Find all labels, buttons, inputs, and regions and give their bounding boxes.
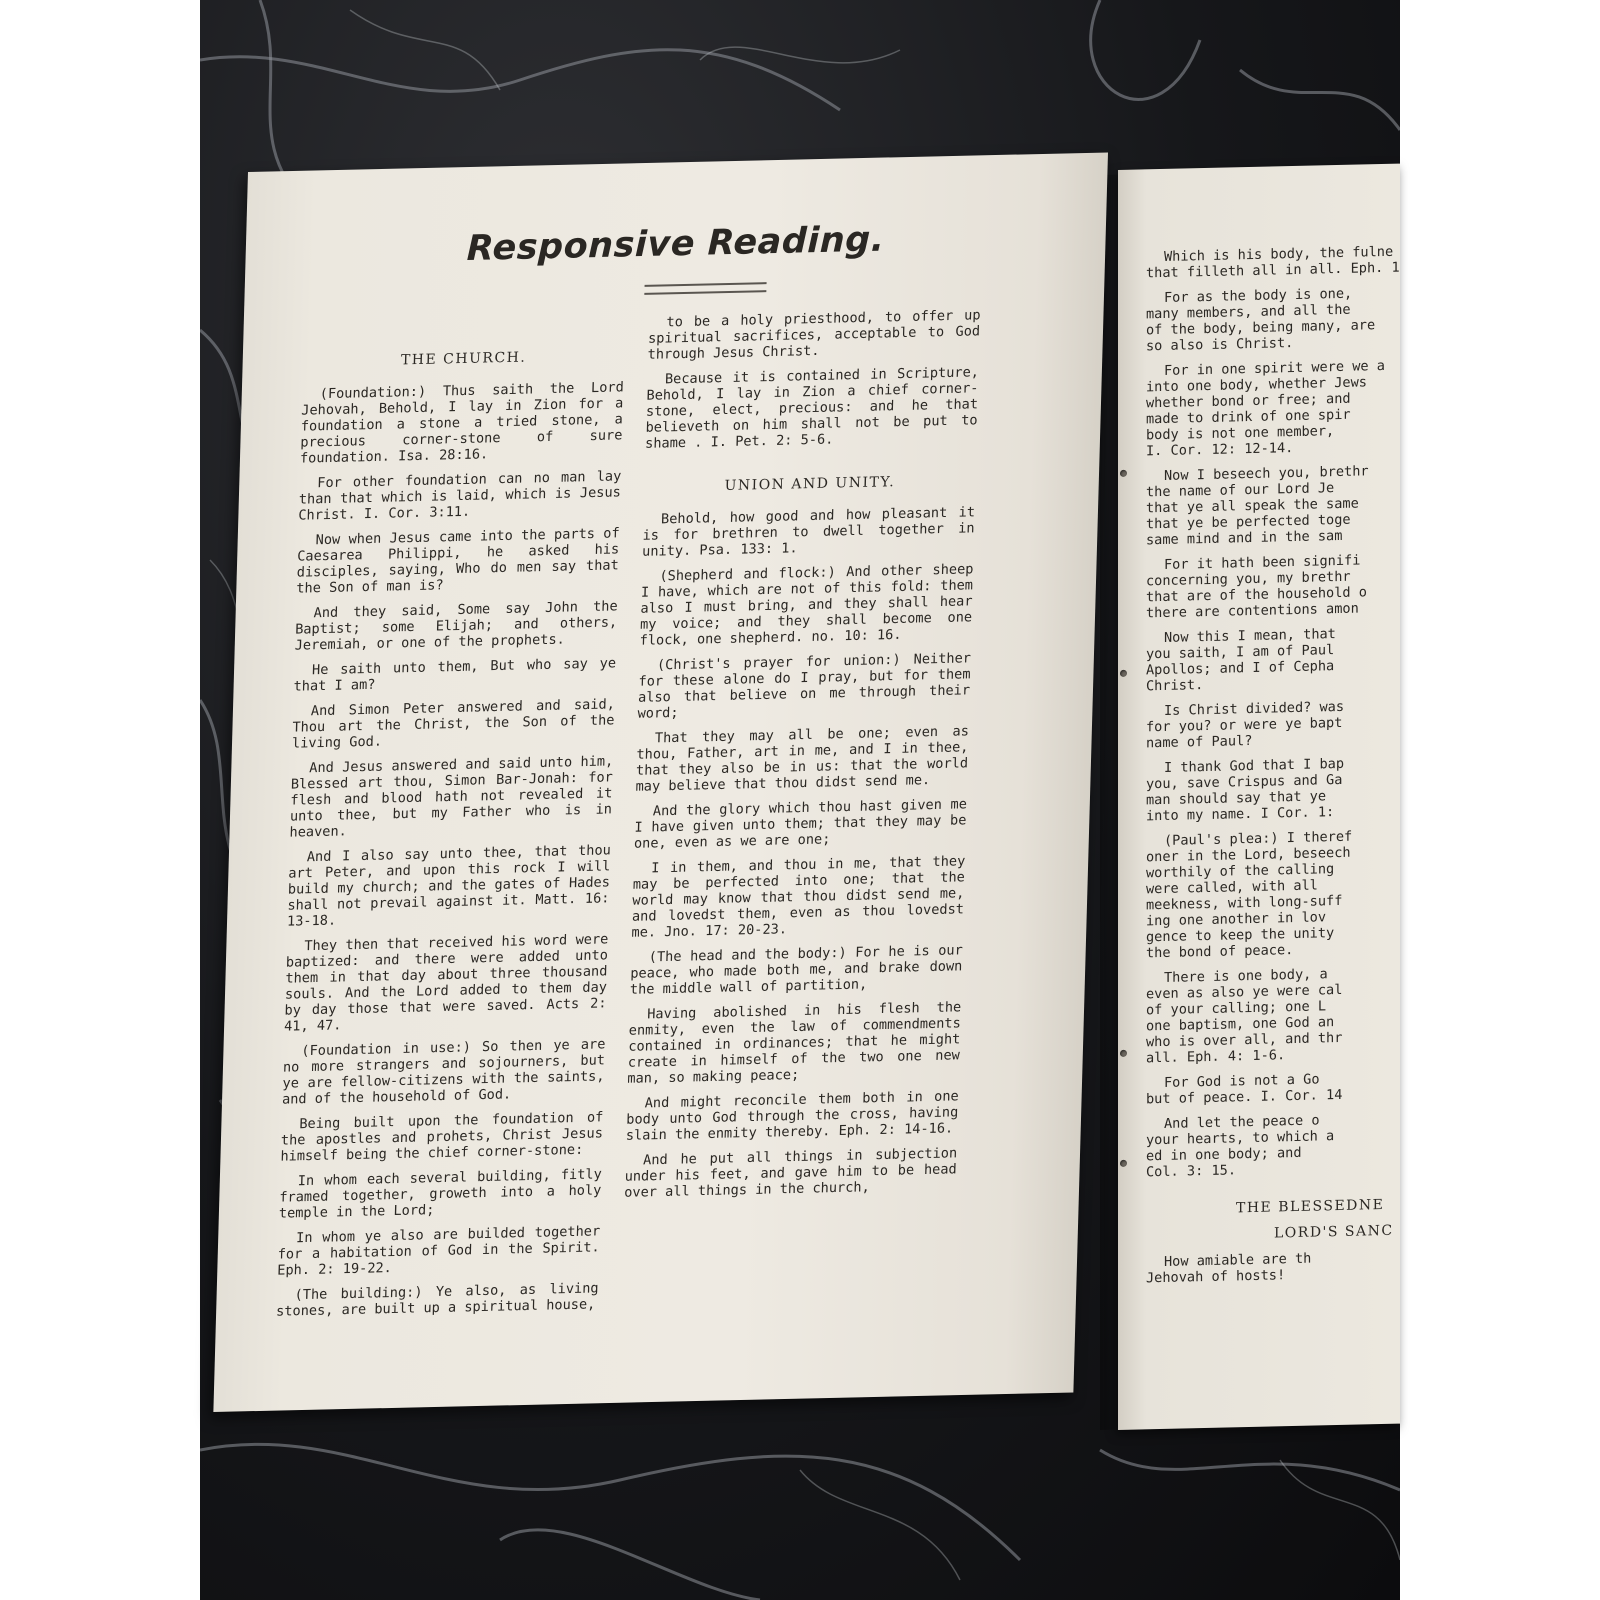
verse — [1146, 1110, 1400, 1181]
verse: In whom each several building, fitly framed together, groweth into a holy temple in the Lord; — [278, 1166, 602, 1222]
verse-line: of your calling; one L — [1146, 998, 1327, 1019]
verse-line: name of Paul? — [1146, 732, 1253, 752]
verse: For other foundation can no man lay than that which is laid, which is Jesus Christ. I. Cor. 3:11. — [298, 468, 622, 524]
verse: I in them, and thou in me, that they may be perfected into one; that the world may know that thou didst send me, and lovedst them, even as thou lovedst me. Jno. 17: 20-23. — [631, 853, 966, 941]
verse-line: your hearts, to which a — [1146, 1128, 1335, 1149]
verse-line: (Paul's plea:) I theref — [1164, 828, 1353, 849]
verse-line: gence to keep the unity — [1146, 925, 1335, 946]
left-column — [276, 341, 625, 1328]
verse-line: concerning you, my brethr — [1146, 568, 1351, 590]
verse — [1146, 462, 1400, 549]
verse: And the glory which thou hast given me I have given unto them; that they may be one, even as we are one; — [633, 796, 968, 852]
verse-line: For it hath been signifi — [1164, 552, 1361, 573]
verse — [1146, 243, 1400, 282]
verse — [1146, 357, 1400, 460]
verse-line: the name of our Lord Je — [1146, 480, 1335, 501]
verse-line: Christ. — [1146, 677, 1204, 695]
verse-line: the bond of peace. — [1146, 942, 1294, 962]
verse — [1146, 964, 1400, 1067]
verse-line: Apollos; and I of Cepha — [1146, 658, 1335, 679]
verse: Now when Jesus came into the parts of Caesarea Philippi, he asked his disciples, saying, Who do men say that the Son of man is? — [296, 525, 620, 597]
verse: In whom ye also are builded together for a habitation of God in the Spirit. Eph. 2: 19-22. — [277, 1223, 601, 1279]
verse-line: even as also ye were cal — [1146, 981, 1343, 1003]
verse: Being built upon the foundation of the apostles and prohets, Christ Jesus himself being the chief corner-stone: — [280, 1109, 604, 1165]
verse: That they may all be one; even as thou, Father, art in me, and I in thee, that they also be in us: that the world may believe that thou didst send me. — [635, 723, 970, 795]
verse — [1146, 827, 1400, 962]
verse-line: For in one spirit were we a — [1164, 357, 1385, 379]
verse: And they said, Some say John the Baptist; some Elijah; and others, Jeremiah, or one of the prophets. — [294, 598, 618, 654]
verse-line: you saith, I am of Paul — [1146, 642, 1335, 663]
verse: And might reconcile them both in one body unto God through the cross, having slain the enmity thereby. Eph. 2: 14-16. — [625, 1088, 959, 1144]
verse-line: into my name. I Cor. 1: — [1146, 804, 1335, 825]
verse: (Shepherd and flock:) And other sheep I have, which are not of this fold: them also I must bring, and they shall hear my voice; and they shall become one flock, one shepherd. no. 10: 16. — [639, 561, 974, 649]
verse-line: were called, with all — [1146, 877, 1318, 898]
verse-line: that ye all speak the same — [1146, 495, 1359, 517]
left-page — [213, 152, 1108, 1412]
verse-line: I. Cor. 12: 12-14. — [1146, 440, 1294, 460]
verse-line: you, save Crispus and Ga — [1146, 771, 1343, 793]
verse — [1146, 1248, 1400, 1287]
verse-line: There is one body, a — [1164, 966, 1328, 986]
right-column — [1146, 243, 1400, 1296]
verse — [1146, 697, 1400, 752]
staple-hole — [1120, 470, 1127, 477]
verse: And he put all things in subjection under his feet, and gave him to be head over all things in the church, — [624, 1145, 958, 1201]
section-heading-church: THE CHURCH. — [400, 349, 527, 369]
staple-hole — [1120, 670, 1127, 677]
verse — [1146, 551, 1400, 622]
page-title: Responsive Reading. — [466, 219, 886, 269]
verse-line: but of peace. I. Cor. 14 — [1146, 1086, 1343, 1108]
verse: They then that received his word were baptized: and there were added unto them in that day about three thousand souls. And the Lord added to them day by day those that were saved. Acts 2: 41, 47. — [283, 931, 609, 1035]
verse-line: For God is not a Go — [1164, 1071, 1320, 1091]
verse: (Christ's prayer for union:) Neither for these alone do I pray, but for them also that believe on me through their word; — [637, 650, 972, 722]
verse-line: How amiable are th — [1164, 1250, 1312, 1270]
verse-line: that are of the household o — [1146, 584, 1367, 606]
verse — [1146, 624, 1400, 695]
middle-column — [624, 307, 981, 1210]
staple-hole — [1120, 1160, 1127, 1167]
verse-line: that ye be perfected toge — [1146, 511, 1351, 533]
verse-line: Is Christ divided? was — [1164, 698, 1345, 719]
verse-line: body is not one member, — [1146, 423, 1335, 444]
verse-line: whether bond or free; and — [1146, 390, 1351, 412]
verse-line: ed in one body; and — [1146, 1144, 1302, 1165]
section-heading-sanctuary: LORD'S SANC — [1274, 1222, 1394, 1242]
verse: Behold, how good and how pleasant it is for brethren to dwell together in unity. Psa. 133: 1. — [641, 504, 976, 560]
verse — [1146, 284, 1400, 355]
verse-line: made to drink of one spir — [1146, 406, 1351, 428]
staple-hole — [1120, 1050, 1127, 1057]
section-heading-union: UNION AND UNITY. — [724, 474, 896, 494]
verse-line: man should say that ye — [1146, 788, 1327, 809]
verse — [1146, 754, 1400, 825]
verse: And I also say unto thee, that thou art Peter, and upon this rock I will build my church; and the gates of Hades shall not prevail against it. Matt. 16: 13-18. — [286, 842, 612, 930]
verse: (The building:) Ye also, as living stones, are built up a spiritual house, — [275, 1280, 599, 1320]
verse: (Foundation in use:) So then ye are no more strangers and sojourners, but ye are fellow-citizens with the saints, and of the household of God. — [281, 1036, 606, 1108]
verse-line: that filleth all in all. Eph. 1 — [1146, 259, 1400, 282]
verse-line: who is over all, and thr — [1146, 1029, 1343, 1051]
verse-line: there are contentions amon — [1146, 600, 1359, 622]
verse-line: I thank God that I bap — [1164, 755, 1345, 776]
verse: And Jesus answered and said unto him, Blessed art thou, Simon Bar-Jonah: for flesh and blood hath not revealed it unto thee, but my Father who is in heaven. — [289, 753, 614, 841]
verse-line: Jehovah of hosts! — [1146, 1267, 1286, 1287]
section-heading-blessedness: THE BLESSEDNE — [1236, 1196, 1385, 1217]
verse: Because it is contained in Scripture, Behold, I lay in Zion a chief corner-stone, elect, precious: and he that believeth on him shall not be put to shame . I. Pet. 2: 5-6. — [644, 364, 980, 452]
verse: (Foundation:) Thus saith the Lord Jehovah, Behold, I lay in Zion for a foundation a stone a tried stone, a precious corner-stone of sure foundation. Isa. 28:16. — [299, 379, 624, 467]
verse-line: many members, and all the — [1146, 301, 1351, 323]
verse-line: for you? or were ye bapt — [1146, 714, 1343, 736]
verse-line: of the body, being many, are — [1146, 317, 1376, 339]
verse-line: so also is Christ. — [1146, 335, 1294, 355]
verse-line: And let the peace o — [1164, 1112, 1320, 1132]
verse: And Simon Peter answered and said, Thou art the Christ, the Son of the living God. — [291, 696, 616, 752]
verse-line: Now I beseech you, brethr — [1164, 463, 1369, 484]
verse-line: ing one another in lov — [1146, 909, 1327, 930]
verse-line: worthily of the calling — [1146, 861, 1335, 882]
right-verses — [1146, 243, 1400, 1181]
verse-line: Which is his body, the fulne — [1164, 243, 1394, 265]
verse-line: Col. 3: 15. — [1146, 1162, 1237, 1181]
verse-line: Now this I mean, that — [1164, 626, 1336, 646]
verse: to be a holy priesthood, to offer up spiritual sacrifices, acceptable to God through Jesus Christ. — [647, 307, 981, 363]
verse-line: all. Eph. 4: 1-6. — [1146, 1047, 1286, 1067]
verse-line: into one body, whether Jews — [1146, 374, 1367, 396]
verse-line: oner in the Lord, beseech — [1146, 844, 1351, 866]
verse — [1146, 1069, 1400, 1108]
right-page — [1118, 164, 1400, 1430]
verse-line: one baptism, one God an — [1146, 1014, 1335, 1035]
verse: (The head and the body:) For he is our peace, who made both me, and brake down the middle wall of partition, — [629, 942, 964, 998]
title-rule — [644, 282, 766, 295]
verse: Having abolished in his flesh the enmity, even the law of commendments contained in ordinances; that he might create in himself of the two one new man, so making peace; — [627, 999, 962, 1087]
verse: He saith unto them, But who say ye that I am? — [293, 655, 617, 695]
verse-line: meekness, with long-suff — [1146, 892, 1343, 914]
verse-line: For as the body is one, — [1164, 285, 1353, 306]
verse-line: same mind and in the sam — [1146, 527, 1343, 549]
